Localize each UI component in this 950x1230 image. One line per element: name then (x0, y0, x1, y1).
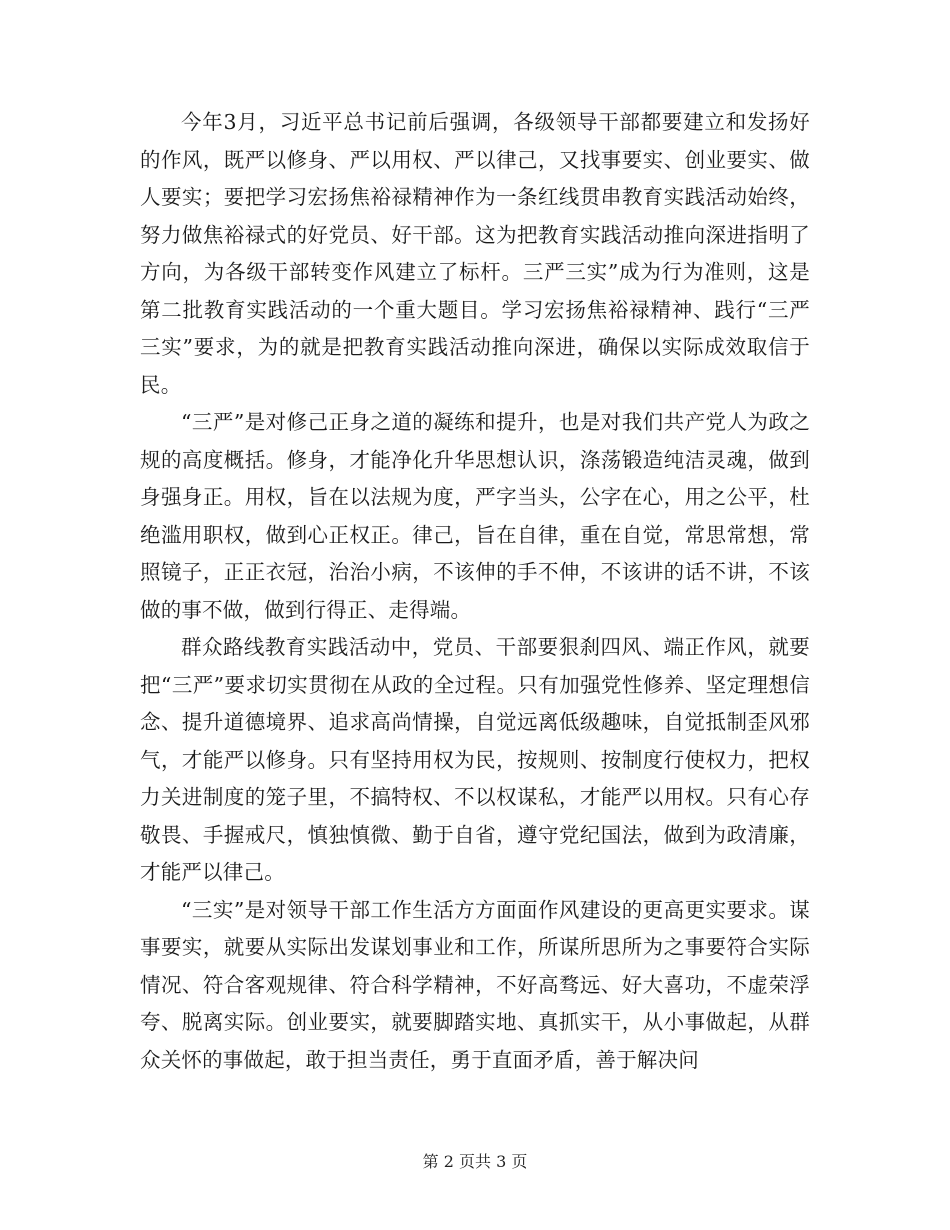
paragraph-2: “三严”是对修己正身之道的凝练和提升，也是对我们共产党人为政之规的高度概括。修身，才能净化升华思想认识，涤荡锻造纯洁灵魂，做到身强身正。用权，旨在以法规为度，严字当头，公字在心，用之公平，杜绝滥用职权，做到心正权正。律己，旨在自律，重在自觉，常思常想，常照镜子，正正衣冠，治治小病，不该伸的手不伸，不该讲的话不讲，不该做的事不做，做到行得正、走得端。 (140, 410, 810, 622)
document-body (140, 104, 810, 1079)
paragraph-4: “三实”是对领导干部工作生活方方面面作风建设的更高更实要求。谋事要实，就要从实际出发谋划事业和工作，所谋所思所为之事要符合实际情况、符合客观规律、符合科学精神，不好高骛远、好大喜功，不虚荣浮夸、脱离实际。创业要实，就要脚踏实地、真抓实干，从小事做起，从群众关怀的事做起，敢于担当责任，勇于直面矛盾，善于解决问 (140, 897, 810, 1072)
paragraph-3: 群众路线教育实践活动中，党员、干部要狠刹四风、端正作风，就要把“三严”要求切实贯彻在从政的全过程。只有加强党性修养、坚定理想信念、提升道德境界、追求高尚情操，自觉远离低级趣味，自觉抵制歪风邪气，才能严以修身。只有坚持用权为民，按规则、按制度行使权力，把权力关进制度的笼子里，不搞特权、不以权谋私，才能严以用权。只有心存敬畏、手握戒尺，慎独慎微、勤于自省，遵守党纪国法，做到为政清廉，才能严以律己。 (140, 635, 810, 884)
page-number-footer: 第 2 页共 3 页 (422, 1152, 528, 1171)
paragraph-1: 今年3月，习近平总书记前后强调，各级领导干部都要建立和发扬好的作风，既严以修身、严以用权、严以律己，又找事要实、创业要实、做人要实；要把学习宏扬焦裕禄精神作为一条红线贯串教育实践活动始终，努力做焦裕禄式的好党员、好干部。这为把教育实践活动推向深进指明了方向，为各级干部转变作风建立了标杆。三严三实”成为行为准则，这是第二批教育实践活动的一个重大题目。学习宏扬焦裕禄精神、践行“三严三实”要求，为的就是把教育实践活动推向深进，确保以实际成效取信于民。 (140, 110, 810, 397)
